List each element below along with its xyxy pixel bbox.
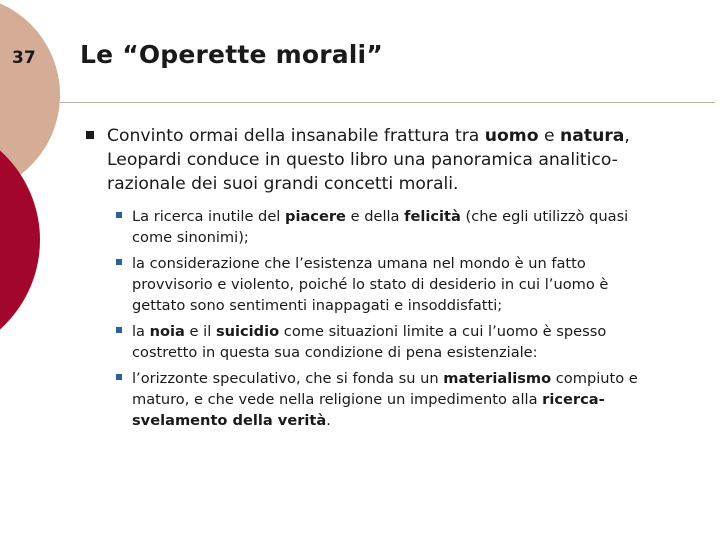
slide-number: 37	[12, 48, 36, 68]
square-bullet-icon	[86, 131, 94, 139]
main-bullet-text: Convinto ormai della insanabile frattura tra uomo e natura, Leopardi conduce in questo libro una panoramica analitico-razionale dei suoi grandi concetti morali.	[107, 126, 630, 194]
keyword-uomo: uomo	[484, 126, 539, 146]
keyword-natura: natura	[560, 126, 625, 146]
sub-bullet-item	[116, 206, 686, 248]
square-bullet-icon	[116, 374, 122, 380]
square-bullet-icon	[116, 212, 122, 218]
slide-title: Le “Operette morali”	[80, 40, 383, 69]
sub-bullet-list	[86, 206, 686, 431]
decorative-circles	[0, 0, 80, 546]
sub-bullet-text: la considerazione che l’esistenza umana nel mondo è un fatto provvisorio e violento, poiché lo stato di desiderio in cui l’uomo è gettato sono sentimenti inappagati e insoddisfatti;	[132, 255, 609, 314]
slide-content	[86, 124, 686, 436]
sub-bullet-item	[116, 321, 686, 363]
keyword-suicidio: suicidio	[215, 323, 280, 340]
square-bullet-icon	[116, 259, 122, 265]
sub-bullet-text: la noia e il suicidio come situazioni limite a cui l’uomo è spesso costretto in questa sua condizione di pena esistenziale:	[132, 323, 607, 361]
title-divider	[60, 102, 715, 103]
sub-bullet-item	[116, 368, 686, 431]
main-bullet-item	[86, 124, 686, 196]
square-bullet-icon	[116, 327, 122, 333]
keyword-felicita: felicità	[404, 208, 461, 225]
keyword-materialismo: materialismo	[443, 370, 552, 387]
sub-bullet-text: l’orizzonte speculativo, che si fonda su un materialismo compiuto e maturo, e che vede nella religione un impedimento alla ricerca-svelamento della verità.	[132, 370, 638, 429]
keyword-piacere: piacere	[285, 208, 346, 225]
sub-bullet-text: La ricerca inutile del piacere e della felicità (che egli utilizzò quasi come sinonimi);	[132, 208, 629, 246]
keyword-ricerca-svelamento: ricerca-svelamento della verità	[132, 391, 605, 429]
keyword-noia: noia	[149, 323, 185, 340]
sub-bullet-item	[116, 253, 686, 316]
